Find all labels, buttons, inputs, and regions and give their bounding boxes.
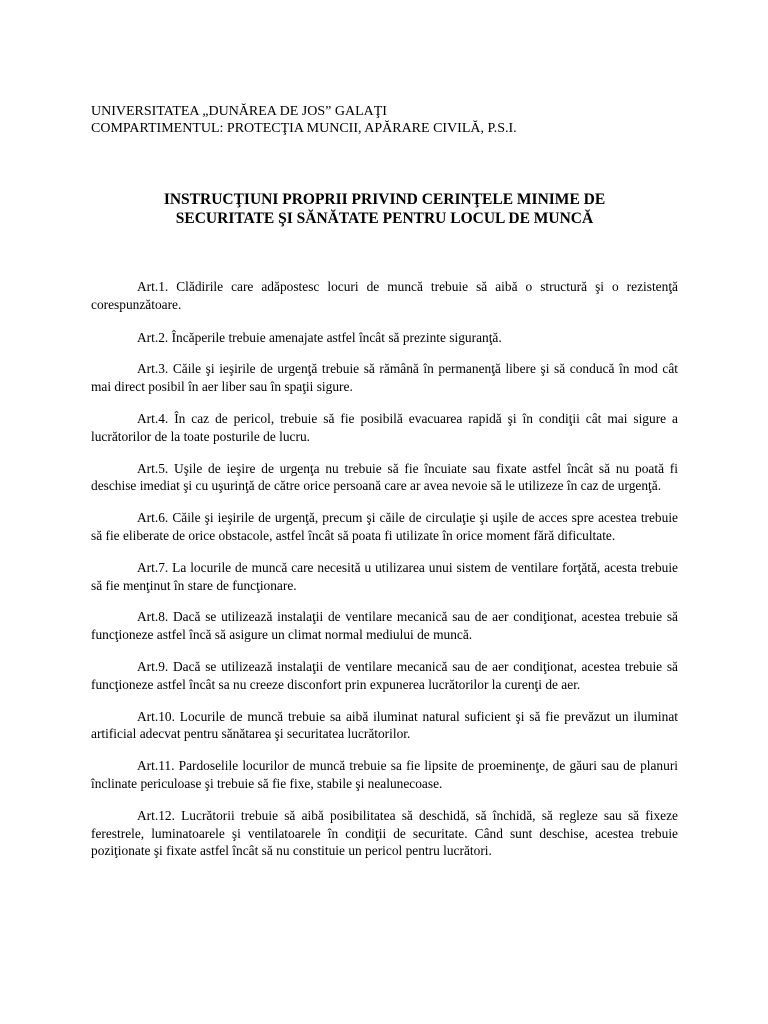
university-name: UNIVERSITATEA „DUNĂREA DE JOS” GALAŢI bbox=[91, 104, 387, 119]
article-9: Art.9. Dacă se utilizează instalaţii de ventilare mecanică sau de aer condiţionat, acestea trebuie să funcţioneze astfel încât sa nu creeze disconfort prin expunerea lucrătorilor la curenţi de aer. bbox=[91, 658, 678, 692]
department-name: COMPARTIMENTUL: PROTECŢIA MUNCII, APĂRARE CIVILĂ, P.S.I. bbox=[91, 121, 517, 136]
document-title bbox=[91, 190, 678, 228]
article-2: Art.2. Încăperile trebuie amenajate astfel încât să prezinte siguranţă. bbox=[137, 329, 502, 345]
article-7: Art.7. La locurile de muncă care necesită u utilizarea unui sistem de ventilare forţătă, acesta trebuie să fie menţinut în stare de funcţionare. bbox=[91, 559, 678, 593]
article-5: Art.5. Uşile de ieşire de urgenţa nu trebuie să fie încuiate sau fixate astfel încât să nu poată fi deschise imediat şi cu uşurinţă de către orice persoană care ar avea nevoie să le utilizeze în caz de urgenţă. bbox=[91, 460, 678, 494]
article-6: Art.6. Căile şi ieşirile de urgenţă, precum şi căile de circulaţie şi uşile de acces spre acestea trebuie să fie eliberate de orice obstacole, astfel încât să poata fi utilizate în orice moment fără dificultate. bbox=[91, 510, 678, 543]
title-line-1: INSTRUCŢIUNI PROPRII PRIVIND CERINŢELE MINIME DE bbox=[163, 191, 606, 208]
articles-list bbox=[91, 278, 678, 874]
article-12: Art.12. Lucrătorii trebuie să aibă posibilitatea să deschidă, să închidă, să regleze sau să fixeze ferestrele, luminatoarele şi ventilatoarele în condiţii de securitate. Când sunt deschise, acestea trebuie poziţionate şi fixate astfel încât să nu constituie un pericol pentru lucrători. bbox=[91, 807, 678, 859]
article-4: Art.4. În caz de pericol, trebuie să fie posibilă evacuarea rapidă şi în condiţii cât mai sigure a lucrătorilor de la toate posturile de lucru. bbox=[91, 410, 678, 444]
article-10: Art.10. Locurile de muncă trebuie sa aibă iluminat natural suficient şi să fie prevăzut un iluminat artificial adecvat pentru sănătarea şi securitatea lucrătorilor. bbox=[91, 708, 678, 742]
document-header bbox=[91, 103, 517, 137]
title-line-2: SECURITATE ŞI SĂNĂTATE PENTRU LOCUL DE MUNCĂ bbox=[175, 210, 594, 227]
article-11: Art.11. Pardoselile locurilor de muncă trebuie sa fie lipsite de proeminenţe, de găuri sau de planuri înclinate periculoase şi trebuie să fie fixe, stabile şi nealunecoase. bbox=[91, 758, 678, 791]
article-1: Art.1. Clădirile care adăpostesc locuri de muncă trebuie să aibă o structură şi o rezistenţă corespunzătoare. bbox=[91, 279, 678, 312]
article-8: Art.8. Dacă se utilizează instalaţii de ventilare mecanică sau de aer condiţionat, acestea trebuie să funcţioneze astfel încă să asigure un climat normal mediului de muncă. bbox=[91, 609, 678, 643]
article-3: Art.3. Căile şi ieşirile de urgenţă trebuie să rămână în permanenţă libere şi să conducă în mod cât mai direct posibil în aer liber sau în spaţii sigure. bbox=[91, 361, 678, 395]
